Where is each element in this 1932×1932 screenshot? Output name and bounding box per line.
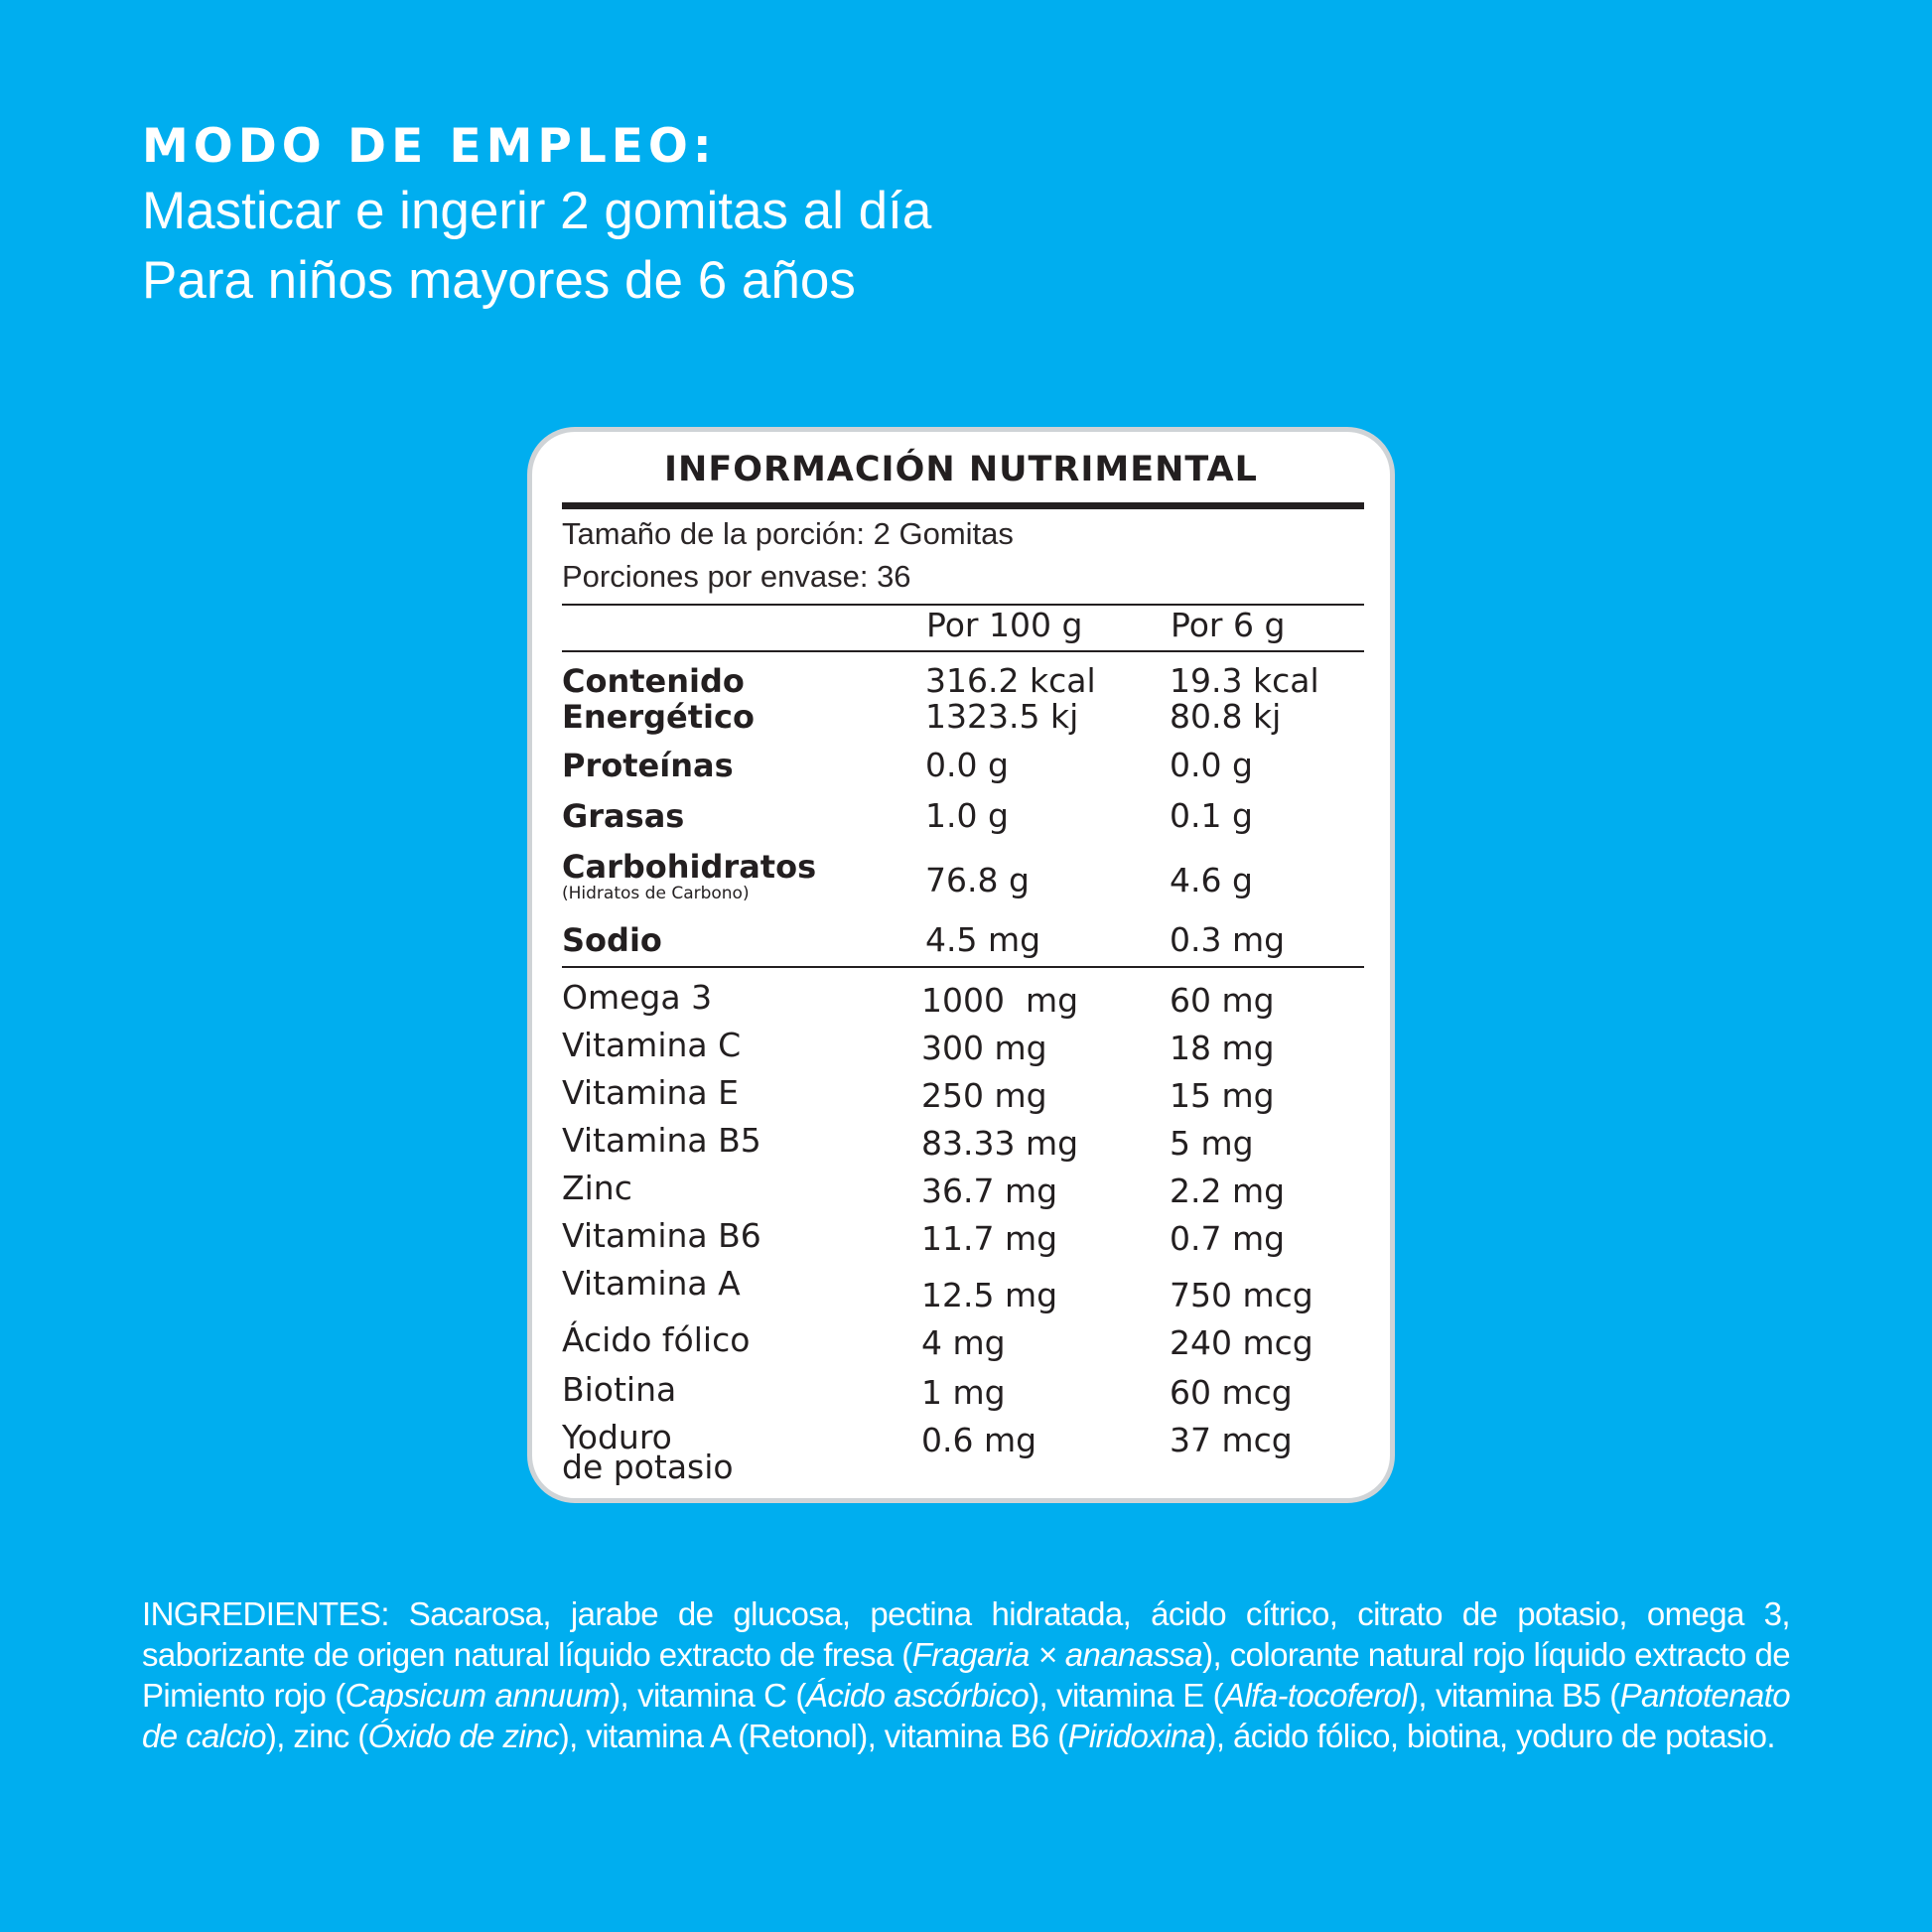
micro-name: Omega 3: [562, 978, 713, 1017]
value-6g: 60 mg: [1170, 981, 1275, 1020]
value-6g: 240 mcg: [1170, 1323, 1313, 1362]
value-6g: 60 mcg: [1170, 1373, 1293, 1412]
value-6g: 750 mcg: [1170, 1276, 1313, 1314]
ingredients-chemical-name: Pantotenato de calcio: [142, 1677, 1790, 1754]
ingredients-part: ), vitamina A (Retonol), vitamina B6 (: [558, 1718, 1068, 1754]
column-header-6g: Por 6 g: [1171, 606, 1286, 644]
value-6g: 15 mg: [1170, 1076, 1275, 1115]
value-6g: 0.1 g: [1170, 796, 1253, 835]
value-100g: 83.33 mg: [921, 1124, 1079, 1163]
nutrient-name-line2: Energético: [562, 698, 755, 736]
value-6g: 37 mcg: [1170, 1421, 1293, 1459]
ingredients-scientific-name: Fragaria × ananassa: [911, 1636, 1203, 1673]
column-header-100g: Por 100 g: [926, 606, 1083, 644]
micro-name: Yoduro: [562, 1418, 672, 1456]
ingredients-chemical-name: Alfa-tocoferol: [1223, 1677, 1409, 1714]
usage-section: [142, 117, 931, 316]
value-6g: 5 mg: [1170, 1124, 1254, 1163]
usage-title: MODO DE EMPLEO:: [142, 119, 717, 174]
micro-name: Biotina: [562, 1370, 677, 1409]
ingredients-chemical-name: Ácido ascórbico: [805, 1677, 1030, 1714]
value-100g: 1.0 g: [925, 796, 1009, 835]
ingredients-part: ), vitamina B5 (: [1408, 1677, 1620, 1714]
value-6g: 2.2 mg: [1170, 1172, 1286, 1210]
ingredients-part: ), colorante natural rojo líquido extracto de Pimiento rojo (: [142, 1636, 1790, 1714]
value-100g: 0.0 g: [925, 746, 1009, 784]
value-100g-kj: 1323.5 kj: [925, 697, 1079, 736]
micro-name: Vitamina A: [562, 1264, 741, 1303]
value-100g: 36.7 mg: [921, 1172, 1058, 1210]
micro-name-line2: de potasio: [562, 1448, 734, 1486]
serving-size: Tamaño de la porción: 2 Gomitas: [562, 516, 1014, 551]
nutrient-subname: (Hidratos de Carbono): [562, 884, 750, 903]
rule-header-bottom: [562, 650, 1364, 652]
value-6g: 4.6 g: [1170, 861, 1253, 899]
value-6g: 0.0 g: [1170, 746, 1253, 784]
micro-name: Vitamina E: [562, 1073, 739, 1112]
nutrient-name: Proteínas: [562, 747, 734, 784]
micro-name: Vitamina B5: [562, 1121, 761, 1160]
value-100g: 76.8 g: [925, 861, 1030, 899]
ingredients-scientific-name: Capsicum annuum: [345, 1677, 611, 1714]
value-100g: 1 mg: [921, 1373, 1006, 1412]
value-6g-kcal: 19.3 kcal: [1170, 661, 1319, 700]
micro-name: Vitamina B6: [562, 1216, 761, 1255]
ingredients-chemical-name: Óxido de zinc: [367, 1718, 559, 1754]
ingredients-part: ), vitamina E (: [1029, 1677, 1223, 1714]
value-6g: 0.3 mg: [1170, 920, 1286, 959]
value-100g: 4 mg: [921, 1323, 1006, 1362]
nutrition-title: INFORMACIÓN NUTRIMENTAL: [664, 450, 1258, 489]
ingredients-text: [142, 1593, 1790, 1756]
value-100g: 300 mg: [921, 1029, 1047, 1067]
value-100g: 4.5 mg: [925, 920, 1041, 959]
usage-line-dose: Masticar e ingerir 2 gomitas al día: [142, 182, 932, 240]
value-6g: 18 mg: [1170, 1029, 1275, 1067]
nutrition-panel: [527, 427, 1395, 1503]
value-100g: 12.5 mg: [921, 1276, 1058, 1314]
nutrient-name: Sodio: [562, 921, 662, 959]
value-100g: 1000 mg: [921, 981, 1079, 1020]
usage-line-age: Para niños mayores de 6 años: [142, 251, 856, 310]
servings-per-container: Porciones por envase: 36: [562, 559, 911, 594]
title-rule: [562, 502, 1364, 509]
ingredients-part: ), zinc (: [265, 1718, 368, 1754]
value-100g: 11.7 mg: [921, 1219, 1058, 1258]
ingredients-chemical-name: Piridoxina: [1067, 1718, 1206, 1754]
value-100g-kcal: 316.2 kcal: [925, 661, 1096, 700]
value-100g: 0.6 mg: [921, 1421, 1037, 1459]
rule-micronutrients: [562, 966, 1364, 968]
micro-name: Vitamina C: [562, 1026, 742, 1064]
ingredients-part: ), vitamina C (: [610, 1677, 806, 1714]
micro-name: Zinc: [562, 1169, 632, 1207]
micro-name: Ácido fólico: [562, 1320, 751, 1359]
value-6g-kj: 80.8 kj: [1170, 697, 1282, 736]
nutrient-name: Carbohidratos: [562, 848, 817, 886]
ingredients-part: INGREDIENTES: Sacarosa, jarabe de glucosa, pectina hidratada, ácido cítrico, citrato de potasio, omega 3, saborizante de origen natural líquido extracto de fresa (: [142, 1595, 1790, 1673]
value-100g: 250 mg: [921, 1076, 1047, 1115]
ingredients-part: ), ácido fólico, biotina, yoduro de potasio.: [1205, 1718, 1775, 1754]
value-6g: 0.7 mg: [1170, 1219, 1286, 1258]
nutrient-name: Grasas: [562, 797, 685, 835]
nutrient-name: Contenido: [562, 662, 745, 700]
